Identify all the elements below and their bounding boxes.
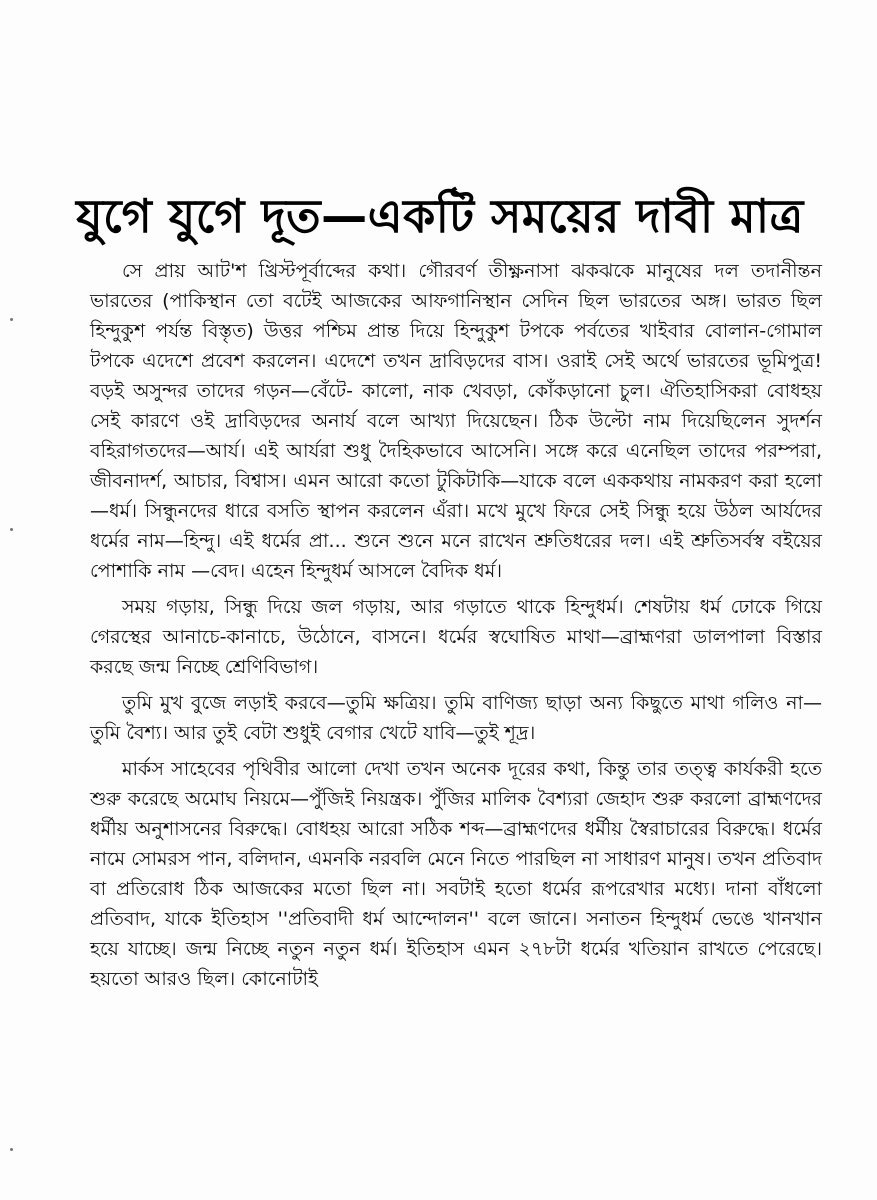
scan-speck [10, 1148, 13, 1151]
paragraph-2: সময় গড়ায়, সিন্ধু দিয়ে জল গড়ায়, আর গড়াতে থাকে হিন্দুধর্ম। শেষটায় ধর্ম ঢোকে গিয়ে গেরস্থের আনাচে-কানাচে, উঠোনে, বাসনে। ধর্মের স্বঘোষিত মাথা—ব্রাহ্মণরা ডালপালা বিস্তার করছে জন্ম নিচ্ছে শ্রেণিবিভাগ। [90, 596, 822, 678]
scan-speck [10, 318, 13, 321]
scan-speck [10, 528, 13, 531]
body-text [90, 256, 822, 1000]
page-title: যুগে যুগে দূত—একটি সময়ের দাবী মাত্র [76, 188, 804, 243]
paragraph-1: সে প্রায় আট'শ খ্রিস্টপূর্বাব্দের কথা। গৌরবর্ণ তীক্ষ্ণনাসা ঝকঝকে মানুষের দল তদানীন্তন ভারতের (পাকিস্থান তো বটেই আজকের আফগানিস্থান সেদিন ছিল ভারতের অঙ্গ। ভারত ছিল হিন্দুকুশ পর্যন্ত বিস্তৃত) উত্তর পশ্চিম প্রান্ত দিয়ে হিন্দুকুশ টপকে পর্বতের খাইবার বোলান-গোমাল টপকে এদেশে প্রবেশ করলেন। এদেশে তখন দ্রাবিড়দের বাস। ওরাই সেই অর্থে ভারতের ভূমিপুত্র! বড়ই অসুন্দর তাদের গড়ন—বেঁটে- কালো, নাক খেবড়া, কোঁকড়ানো চুল। ঐতিহাসিকরা বোধহয় সেই কারণে ওই দ্রাবিড়দের অনার্য বলে আখ্যা দিয়েছেন। ঠিক উল্টো নাম দিয়েছিলেন সুদর্শন বহিরাগতদের—আর্য। এই আর্যরা শুধু দৈহিকভাবে আসেনি। সঙ্গে করে এনেছিল তাদের পরম্পরা, জীবনাদর্শ, আচার, বিশ্বাস। এমন আরো কতো টুকিটাকি—যাকে বলে এককথায় নামকরণ করা হলো—ধর্ম। সিন্ধুনদের ধারে বসতি স্থাপন করলেন এঁরা। মখে মুখে ফিরে সেই সিন্ধু হয়ে উঠল আর্যদের ধর্মের নাম—হিন্দু। এই ধর্মের প্রা... শুনে শুনে মনে রাখেন শ্রুতিধরের দল। এই শ্রুতিসর্বস্ব বইয়ের পোশাকি নাম —বেদ। এহেন হিন্দুধর্ম আসলে বৈদিক ধর্ম। [90, 260, 822, 582]
paragraph-3: তুমি মুখ বুজে লড়াই করবে—তুমি ক্ষত্রিয়। তুমি বাণিজ্য ছাড়া অন্য কিছুতে মাথা গলিও না—তুমি বৈশ্য। আর তুই বেটা শুধুই বেগার খেটে যাবি—তুই শূদ্র। [90, 692, 822, 744]
paragraph-4: মার্কস সাহেবের পৃথিবীর আলো দেখা তখন অনেক দূরের কথা, কিন্তু তার তত্ত্ব কার্যকরী হতে শুরু করেছে অমোঘ নিয়মে—পুঁজিই নিয়ন্ত্রক। পুঁজির মালিক বৈশ্যরা জেহাদ শুরু করলো ব্রাহ্মণদের ধর্মীয় অনুশাসনের বিরুদ্ধে। বোধহয় আরো সঠিক শব্দ—ব্রাহ্মণদের ধর্মীয় স্বৈরাচারের বিরুদ্ধে। ধর্মের নামে সোমরস পান, বলিদান, এমনকি নরবলি মেনে নিতে পারছিল না সাধারণ মানুষ। তখন প্রতিবাদ বা প্রতিরোধ ঠিক আজকের মতো ছিল না। সবটাই হতো ধর্মের রূপরেখার মধ্যে। দানা বাঁধলো প্রতিবাদ, যাকে ইতিহাস ''প্রতিবাদী ধর্ম আন্দোলন'' বলে জানে। সনাতন হিন্দুধর্ম ভেঙে খানখান হয়ে যাচ্ছে। জন্ম নিচ্ছে নতুন নতুন ধর্ম। ইতিহাস এমন ২৭৮টা ধর্মের খতিয়ান রাখতে পেরেছে। হয়তো আরও ছিল। কোনোটাই [90, 758, 822, 990]
